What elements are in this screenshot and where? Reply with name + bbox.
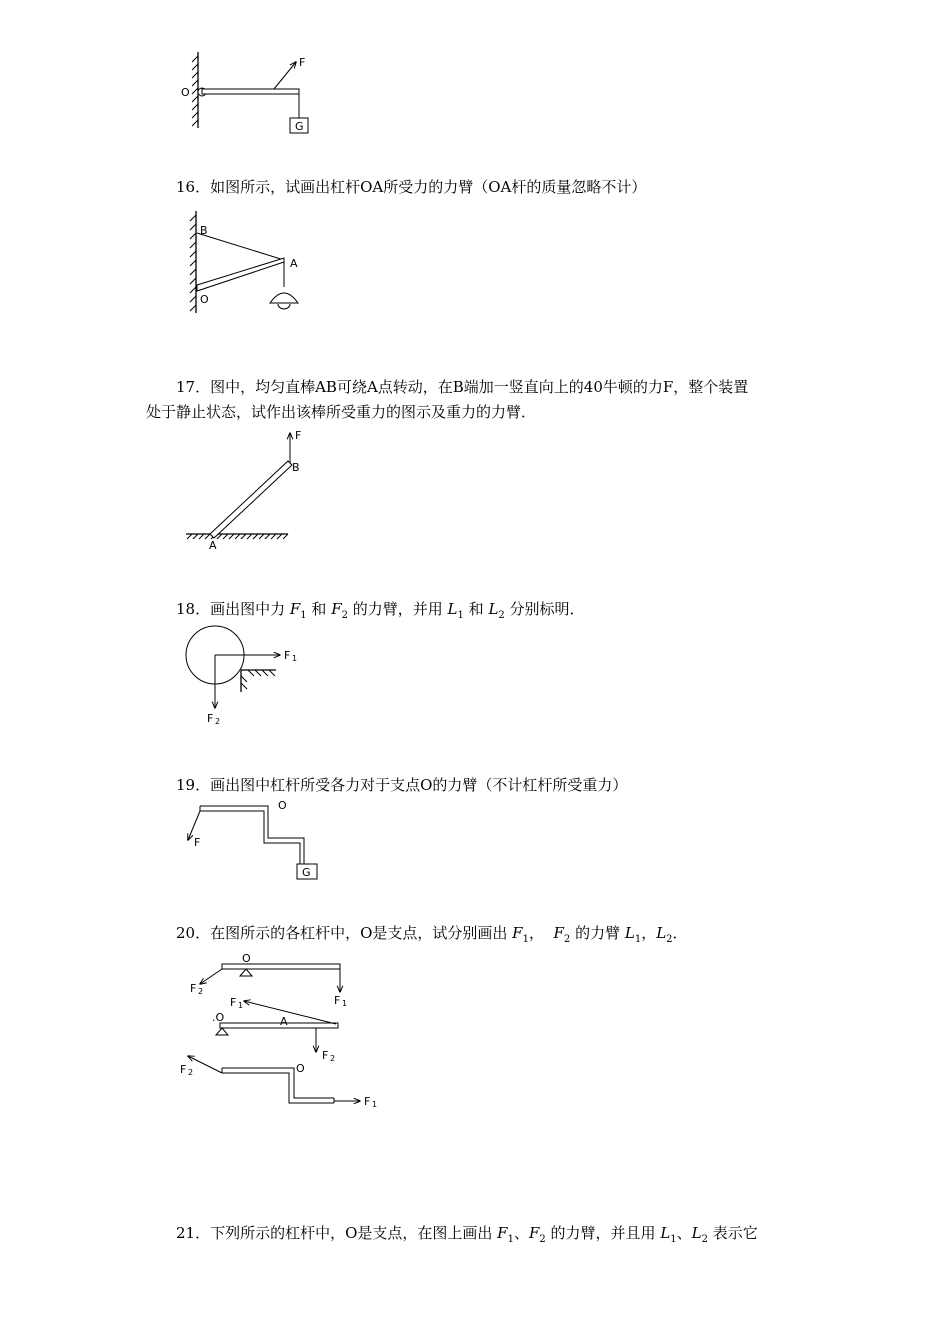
fig17-label-a: A <box>209 539 217 552</box>
question-16: 16．如图所示，试画出杠杆OA所受力的力臂（OA杆的质量忽略不计） <box>176 178 647 196</box>
q21-l2-sub: 2 <box>701 1234 709 1245</box>
fig18-label-f1: F <box>284 649 291 662</box>
q20-l2: L <box>656 924 667 942</box>
fig16-label-b: B <box>200 224 208 237</box>
fig16-label-a: A <box>290 257 298 270</box>
q20-text-e: ． <box>672 924 688 942</box>
fig20-label-f2a: F <box>190 982 197 995</box>
q21-text-a: 21．下列所示的杠杆中，O是支点，在图上画出 <box>176 1224 498 1242</box>
figure-18 <box>180 620 310 735</box>
q18-f1: F <box>289 600 301 618</box>
q18-text-e: 分别标明． <box>504 600 585 618</box>
fig18-label-f2: F <box>207 712 214 725</box>
question-19: 19．画出图中杠杆所受各力对于支点O的力臂（不计杠杆所受重力） <box>176 776 628 794</box>
fig20-label-f2b-sub: 2 <box>330 1054 336 1063</box>
fig20-label-f1c-sub: 1 <box>372 1100 378 1109</box>
fig20-label-a: A <box>280 1015 288 1028</box>
q20-text-b: ， <box>528 924 554 942</box>
q21-f2: F <box>528 1224 540 1242</box>
question-20 <box>176 922 688 951</box>
q18-text-b: 和 <box>306 600 332 618</box>
fig17-label-b: B <box>292 461 300 474</box>
question-17-line-2: 处于静止状态，试作出该棒所受重力的图示及重力的力臂． <box>146 403 537 421</box>
q21-l2: L <box>691 1224 702 1242</box>
fig20-label-f2c-sub: 2 <box>188 1068 194 1077</box>
q20-l1: L <box>624 924 635 942</box>
q21-l1: L <box>660 1224 671 1242</box>
fig20-label-f1c: F <box>364 1095 371 1108</box>
q18-l2: L <box>488 600 499 618</box>
fig19-label-o: O <box>278 799 287 812</box>
q20-sub-1: 1 <box>522 934 529 945</box>
figure-17 <box>184 425 314 555</box>
fig20-label-f1b: F <box>230 996 237 1009</box>
fig18-label-f1-sub: 1 <box>292 654 298 663</box>
q20-text-d: ， <box>641 924 657 942</box>
fig15-label-g: G <box>295 120 304 133</box>
q21-sub-1: 1 <box>507 1234 514 1245</box>
figure-15 <box>178 50 328 140</box>
question-17-line-1: 17．图中，均匀直棒AB可绕A点转动，在B端加一竖直向上的40牛顿的力F，整个装置 <box>176 378 749 396</box>
q18-text-d: 和 <box>463 600 489 618</box>
q21-text-e: 表示它 <box>708 1224 758 1242</box>
fig15-label-f: F <box>299 56 306 69</box>
figure-20 <box>176 948 396 1118</box>
q20-f2: F <box>553 924 564 942</box>
fig20-label-f1b-sub: 1 <box>238 1001 244 1010</box>
q21-text-b: 、 <box>513 1224 529 1242</box>
q20-l2-sub: 2 <box>666 934 673 945</box>
fig20-label-f2b: F <box>322 1049 329 1062</box>
fig20-label-f2c: F <box>180 1063 187 1076</box>
q18-text-a: 18．画出图中力 <box>176 600 290 618</box>
q20-sub-2: 2 <box>563 934 571 945</box>
q21-l1-sub: 1 <box>670 1234 677 1245</box>
fig16-label-o: O <box>200 293 209 306</box>
fig19-label-f: F <box>194 836 201 849</box>
figure-19 <box>180 798 340 890</box>
q20-text-c: 的力臂 <box>570 924 625 942</box>
fig20-label-o3: O <box>296 1062 305 1075</box>
q18-text-c: 的力臂，并用 <box>348 600 448 618</box>
q21-text-c: 的力臂，并且用 <box>545 1224 661 1242</box>
q20-f1: F <box>512 924 523 942</box>
q21-sub-2: 2 <box>539 1234 546 1245</box>
q18-l1-sub: 1 <box>457 610 464 621</box>
q18-sub-1: 1 <box>300 610 307 621</box>
fig20-label-f2a-sub: 2 <box>198 987 204 996</box>
figure-16 <box>180 205 310 325</box>
q21-text-d: 、 <box>676 1224 692 1242</box>
q18-sub-2: 2 <box>341 610 348 621</box>
q20-text-a: 20．在图所示的各杠杆中，O是支点，试分别画出 <box>176 924 513 942</box>
question-21 <box>176 1222 758 1251</box>
q18-f2: F <box>331 600 342 618</box>
q18-l2-sub: 2 <box>498 610 505 621</box>
fig19-label-g: G <box>302 866 311 879</box>
q18-l1: L <box>447 600 458 618</box>
fig20-label-o1: O <box>242 952 251 965</box>
fig20-label-f1a: F <box>334 994 341 1007</box>
fig18-label-f2-sub: 2 <box>215 717 221 726</box>
q20-l1-sub: 1 <box>634 934 642 945</box>
fig17-label-f: F <box>295 429 302 442</box>
fig20-label-f1a-sub: 1 <box>342 999 348 1008</box>
q21-f1: F <box>497 1224 508 1242</box>
fig20-label-o2: .O <box>212 1011 225 1024</box>
fig15-label-o: O <box>181 86 190 99</box>
